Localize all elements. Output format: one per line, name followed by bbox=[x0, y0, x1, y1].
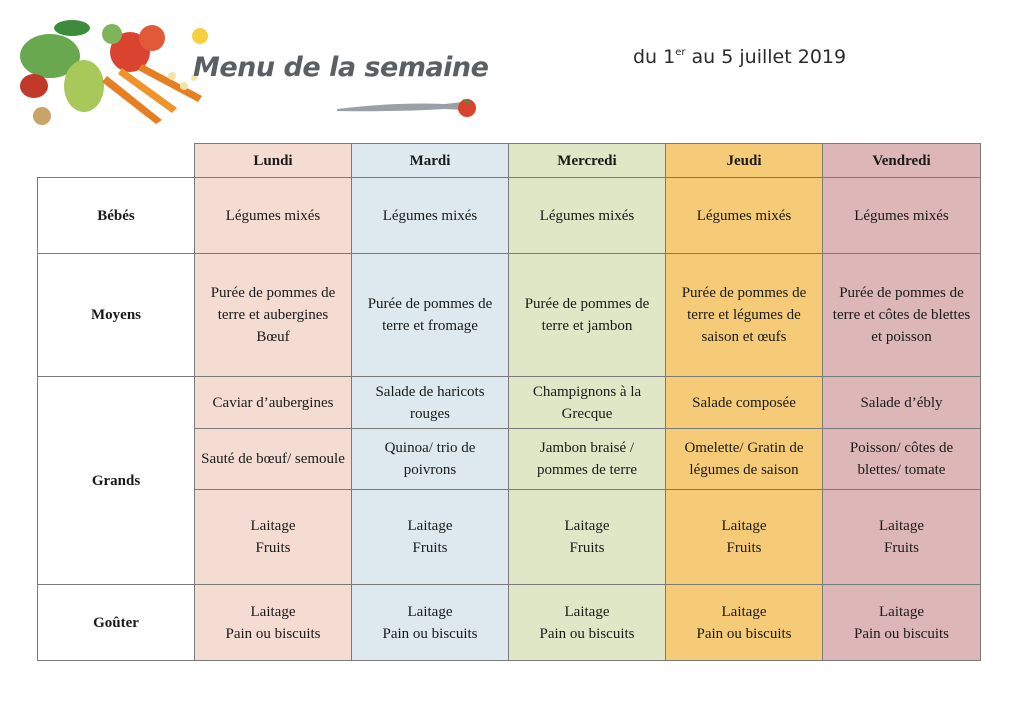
group-label-grands: Grands bbox=[38, 377, 195, 585]
grands-dessert-cell: Laitage Fruits bbox=[195, 490, 352, 585]
grands-entree-cell: Caviar d’aubergines bbox=[195, 377, 352, 429]
day-header-mardi: Mardi bbox=[352, 144, 509, 178]
vegetables-illustration bbox=[12, 16, 222, 128]
moyens-cell: Purée de pommes de terre et fromage bbox=[352, 254, 509, 377]
bebes-cell: Légumes mixés bbox=[352, 178, 509, 254]
gouter-cell: Laitage Pain ou biscuits bbox=[823, 585, 981, 661]
bebes-cell: Légumes mixés bbox=[509, 178, 666, 254]
grands-dessert-cell: Laitage Fruits bbox=[509, 490, 666, 585]
gouter-cell: Laitage Pain ou biscuits bbox=[195, 585, 352, 661]
moyens-cell: Purée de pommes de terre et aubergines Bœuf bbox=[195, 254, 352, 377]
group-label-moyens: Moyens bbox=[38, 254, 195, 377]
day-header-mercredi: Mercredi bbox=[509, 144, 666, 178]
moyens-cell: Purée de pommes de terre et jambon bbox=[509, 254, 666, 377]
group-label-bebes: Bébés bbox=[38, 178, 195, 254]
fork-icon bbox=[335, 96, 485, 120]
group-label-gouter: Goûter bbox=[38, 585, 195, 661]
gouter-row bbox=[38, 585, 981, 661]
grands-plat-cell: Sauté de bœuf/ semoule bbox=[195, 429, 352, 490]
menu-title: Menu de la semaine bbox=[193, 52, 489, 83]
moyens-cell: Purée de pommes de terre et légumes de saison et œufs bbox=[666, 254, 823, 377]
day-header-lundi: Lundi bbox=[195, 144, 352, 178]
gouter-cell: Laitage Pain ou biscuits bbox=[509, 585, 666, 661]
grands-entree-cell: Salade de haricots rouges bbox=[352, 377, 509, 429]
grands-entree-cell: Salade d’ébly bbox=[823, 377, 981, 429]
bebes-cell: Légumes mixés bbox=[195, 178, 352, 254]
bebes-cell: Légumes mixés bbox=[666, 178, 823, 254]
bebes-row bbox=[38, 178, 981, 254]
grands-plat-cell: Omelette/ Gratin de légumes de saison bbox=[666, 429, 823, 490]
grands-dessert-cell: Laitage Fruits bbox=[666, 490, 823, 585]
grands-plat-cell: Quinoa/ trio de poivrons bbox=[352, 429, 509, 490]
days-header-row bbox=[38, 144, 981, 178]
grands-plat-cell: Jambon braisé / pommes de terre bbox=[509, 429, 666, 490]
gouter-cell: Laitage Pain ou biscuits bbox=[666, 585, 823, 661]
date-range: du 1er au 5 juillet 2019 bbox=[633, 46, 847, 68]
grands-entree-row bbox=[38, 377, 981, 429]
grands-entree-cell: Champignons à la Grecque bbox=[509, 377, 666, 429]
gouter-cell: Laitage Pain ou biscuits bbox=[352, 585, 509, 661]
grands-dessert-cell: Laitage Fruits bbox=[823, 490, 981, 585]
grands-dessert-cell: Laitage Fruits bbox=[352, 490, 509, 585]
page-header bbox=[0, 0, 1024, 130]
grands-entree-cell: Salade composée bbox=[666, 377, 823, 429]
day-header-vendredi: Vendredi bbox=[823, 144, 981, 178]
weekly-menu-table bbox=[37, 143, 981, 661]
day-header-jeudi: Jeudi bbox=[666, 144, 823, 178]
moyens-row bbox=[38, 254, 981, 377]
bebes-cell: Légumes mixés bbox=[823, 178, 981, 254]
moyens-cell: Purée de pommes de terre et côtes de blettes et poisson bbox=[823, 254, 981, 377]
grands-plat-cell: Poisson/ côtes de blettes/ tomate bbox=[823, 429, 981, 490]
corner-cell bbox=[38, 144, 195, 178]
